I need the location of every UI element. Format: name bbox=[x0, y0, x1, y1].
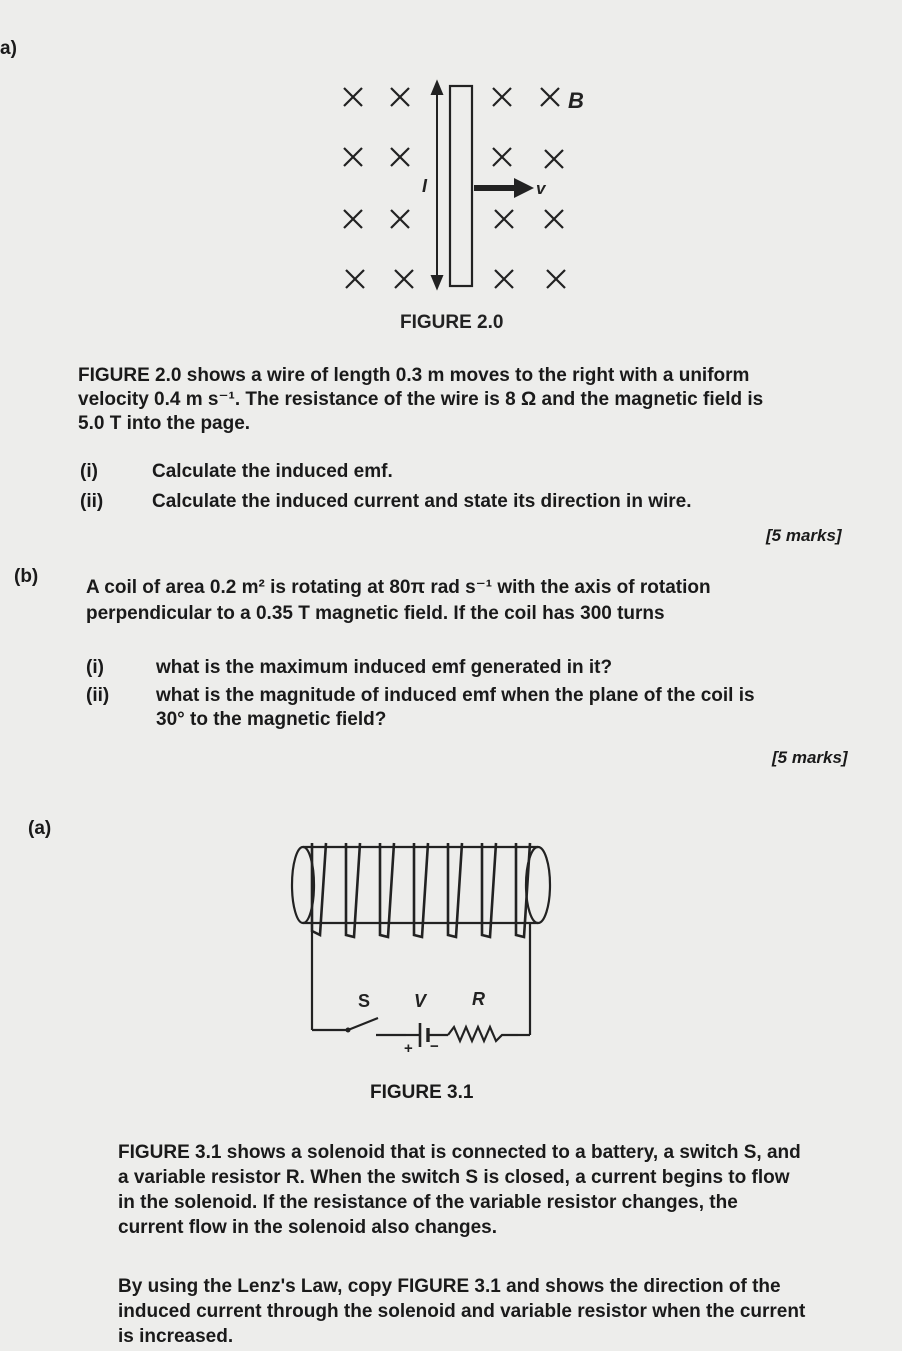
resistor-label-r: R bbox=[472, 989, 485, 1009]
battery-minus-sign: − bbox=[430, 1038, 439, 1055]
q2-text-line1: FIGURE 2.0 shows a wire of length 0.3 m moves to the right with a uniform bbox=[78, 365, 750, 386]
q3-para1-line4: current flow in the solenoid also changes. bbox=[118, 1217, 498, 1238]
figure-2-0-caption: FIGURE 2.0 bbox=[400, 312, 504, 333]
q3-para1-line1: FIGURE 3.1 shows a solenoid that is connected to a battery, a switch S, and bbox=[118, 1142, 801, 1163]
velocity-label-v: v bbox=[536, 179, 546, 198]
q2-sub-ii-number: (ii) bbox=[80, 491, 104, 512]
q2b-sub-ii-number: (ii) bbox=[86, 685, 110, 706]
q3-para2-line2: induced current through the solenoid and variable resistor when the current bbox=[118, 1301, 806, 1322]
solenoid bbox=[292, 847, 550, 923]
q3-para1-line3: in the solenoid. If the resistance of the variable resistor changes, the bbox=[118, 1192, 738, 1213]
q2-text-line3: 5.0 T into the page. bbox=[78, 413, 251, 434]
q3-part-a-label: (a) bbox=[28, 818, 52, 839]
current-arrow bbox=[432, 82, 442, 288]
battery-label-v: V bbox=[414, 991, 427, 1011]
q2-sub-ii-text: Calculate the induced current and state its direction in wire. bbox=[152, 491, 692, 512]
q2a-marks: [5 marks] bbox=[766, 526, 842, 545]
q3-para2-line3: is increased. bbox=[118, 1326, 234, 1347]
q2b-sub-ii-text-line1: what is the magnitude of induced emf when the plane of the coil is bbox=[156, 685, 755, 706]
q2b-text-line1: A coil of area 0.2 m² is rotating at 80π rad s⁻¹ with the axis of rotation bbox=[86, 577, 711, 598]
q2-sub-i-text: Calculate the induced emf. bbox=[152, 461, 393, 482]
circuit-wires bbox=[312, 923, 530, 1047]
switch-label-s: S bbox=[358, 991, 371, 1011]
field-label-b: B bbox=[568, 88, 584, 113]
q2b-sub-i-number: (i) bbox=[86, 657, 104, 678]
q2b-marks: [5 marks] bbox=[772, 748, 848, 767]
velocity-arrow bbox=[474, 178, 534, 198]
q2b-sub-i-text: what is the maximum induced emf generated in it? bbox=[156, 657, 613, 678]
q2b-text-line2: perpendicular to a 0.35 T magnetic field. If the coil has 300 turns bbox=[86, 603, 665, 624]
part-b-label: (b) bbox=[14, 566, 39, 587]
current-label-i: I bbox=[422, 176, 428, 196]
battery-plus-sign: + bbox=[404, 1040, 413, 1057]
figure-3-1-caption: FIGURE 3.1 bbox=[370, 1082, 474, 1103]
q2b-sub-ii-text-line2: 30° to the magnetic field? bbox=[156, 709, 387, 730]
figure-3-1 bbox=[280, 835, 580, 1065]
q2-text-line2: velocity 0.4 m s⁻¹. The resistance of the wire is 8 Ω and the magnetic field is bbox=[78, 389, 764, 410]
switch-s bbox=[346, 1028, 351, 1033]
figure-2-0 bbox=[320, 70, 620, 340]
q2-sub-i-number: (i) bbox=[80, 461, 98, 482]
part-a-label: a) bbox=[0, 38, 17, 59]
moving-wire bbox=[450, 86, 472, 286]
q3-para2-line1: By using the Lenz's Law, copy FIGURE 3.1 and shows the direction of the bbox=[118, 1276, 781, 1297]
q3-para1-line2: a variable resistor R. When the switch S is closed, a current begins to flow bbox=[118, 1167, 790, 1188]
